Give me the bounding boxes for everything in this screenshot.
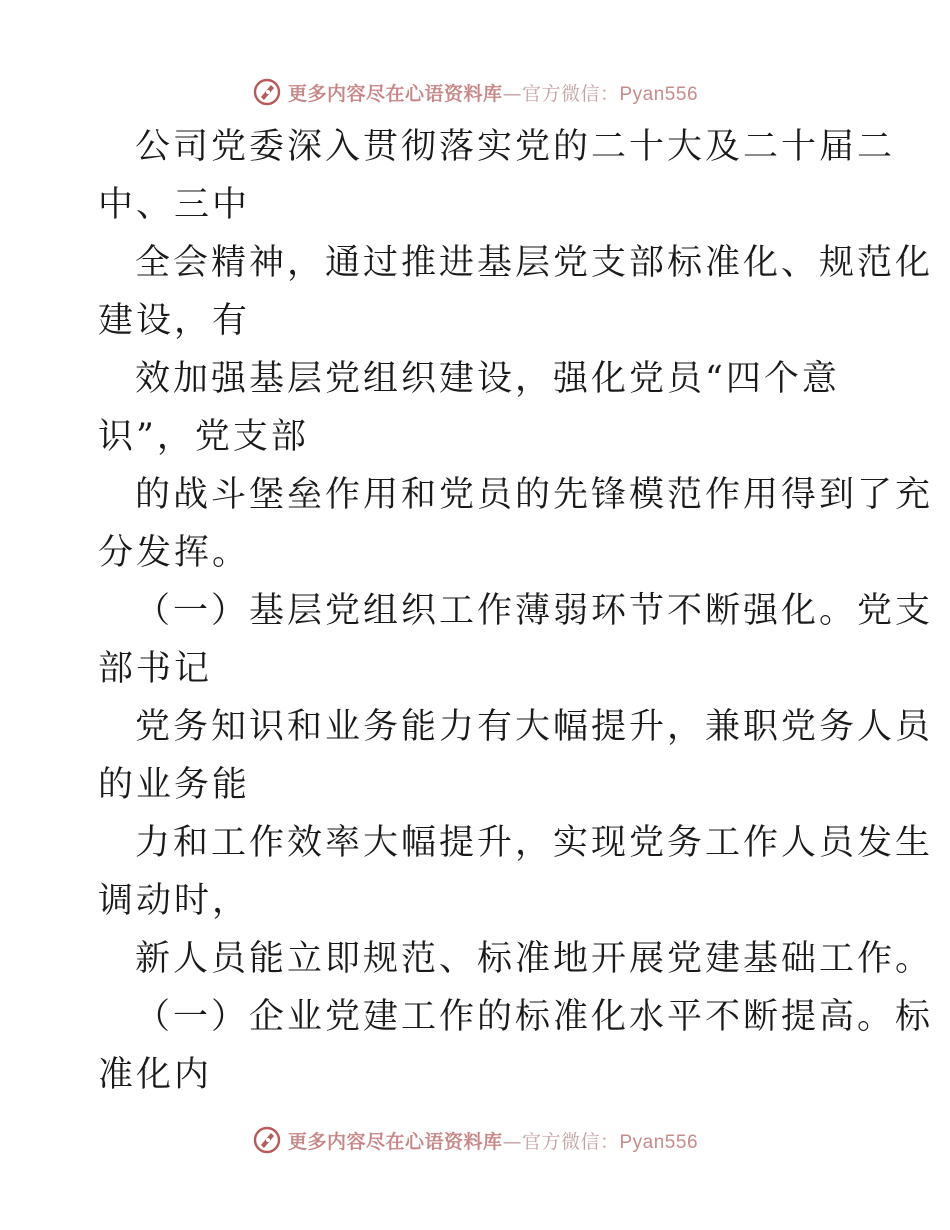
text-line: 效加强基层党组织建设，强化党员“四个意: [135, 359, 840, 399]
text-line: 新人员能立即规范、标准地开展党建基础工作。: [135, 939, 934, 979]
text-line: 的业务能: [98, 765, 251, 805]
text-line: （一）企业党建工作的标准化水平不断提高。标: [135, 997, 934, 1037]
pen-logo-icon: [252, 77, 282, 107]
watermark-id: Pyan556: [619, 83, 699, 105]
text-line: 的战斗堡垒作用和党员的先锋模范作用得到了充: [135, 475, 934, 515]
document-body: [98, 118, 934, 1104]
text-line: 部书记: [98, 649, 213, 689]
watermark-sub: —官方微信：: [502, 1130, 620, 1153]
watermark-text: [288, 79, 698, 106]
text-line: 建设，有: [98, 301, 251, 341]
watermark-id: Pyan556: [619, 1131, 699, 1153]
text-line: 全会精神，通过推进基层党支部标准化、规范化: [135, 243, 934, 283]
watermark-sub: —官方微信：: [502, 82, 620, 105]
text-line: 识”，党支部: [98, 417, 309, 457]
watermark-text: [288, 1127, 698, 1154]
footer-watermark: [0, 1120, 950, 1160]
text-line: 分发挥。: [98, 533, 251, 573]
text-line: 中、三中: [98, 185, 251, 225]
text-line: 力和工作效率大幅提升，实现党务工作人员发生: [135, 823, 934, 863]
text-line: （一）基层党组织工作薄弱环节不断强化。党支: [135, 591, 934, 631]
text-line: 公司党委深入贯彻落实党的二十大及二十届二: [135, 127, 896, 167]
watermark-main: 更多内容尽在心语资料库: [287, 1130, 503, 1153]
text-line: 党务知识和业务能力有大幅提升，兼职党务人员: [135, 707, 934, 747]
text-line: 调动时，: [98, 881, 251, 921]
pen-logo-icon: [252, 1125, 282, 1155]
watermark-main: 更多内容尽在心语资料库: [287, 82, 503, 105]
text-line: 准化内: [98, 1055, 213, 1095]
header-watermark: [0, 72, 950, 112]
